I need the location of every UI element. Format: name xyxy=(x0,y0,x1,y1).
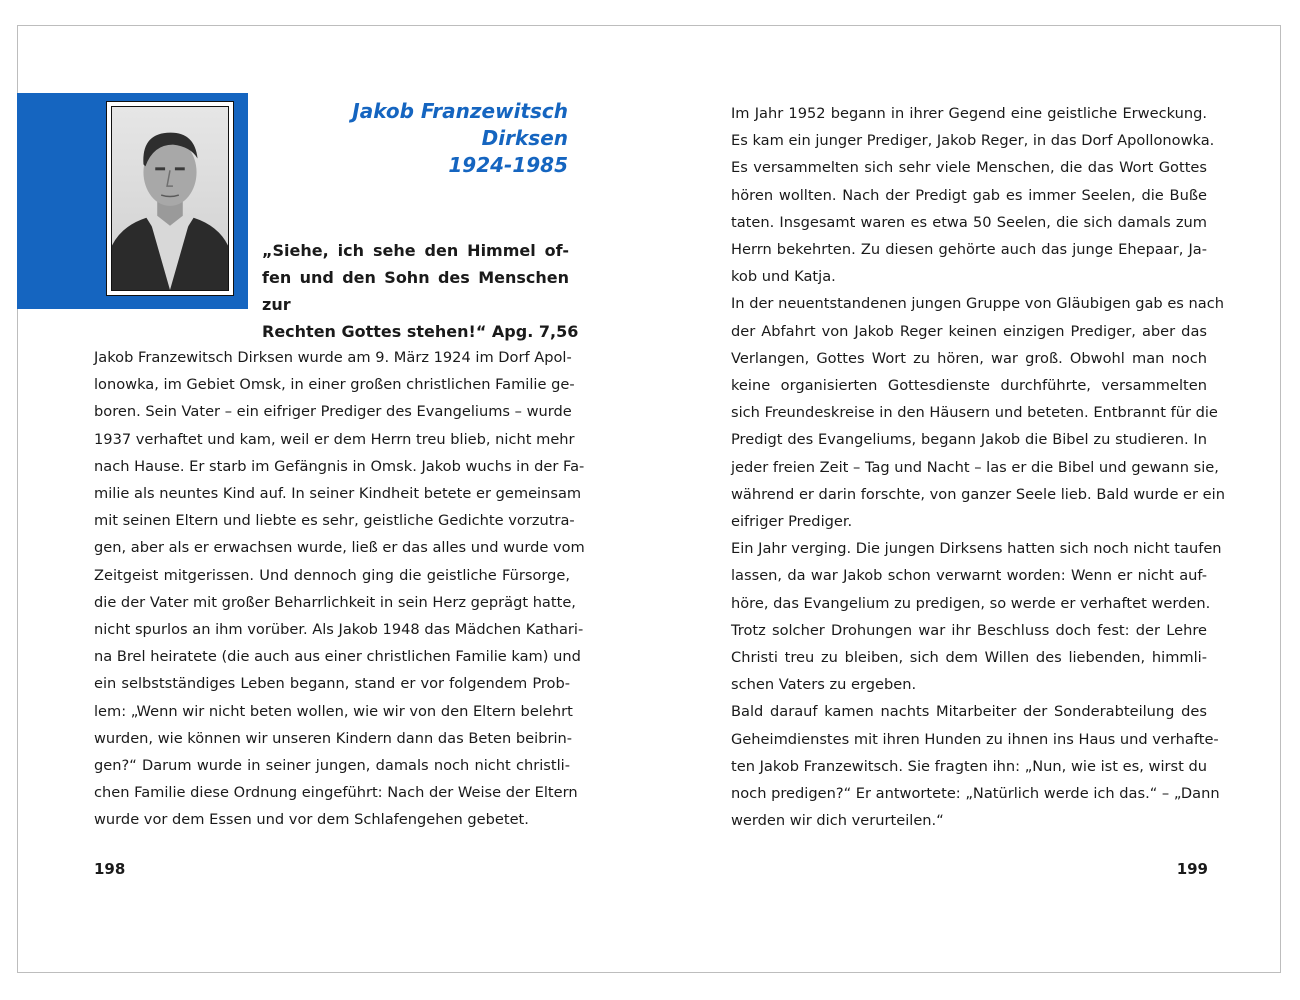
text-line: Jakob Franzewitsch Dirksen wurde am 9. März 1924 im Dorf Apol- xyxy=(94,349,572,366)
text-line: schen Vaters zu ergeben. xyxy=(731,676,917,694)
text-line: Herrn bekehrten. Zu diesen gehörte auch das junge Ehepaar, Ja- xyxy=(731,241,1207,259)
text-line: werden wir dich verurteilen.“ xyxy=(731,812,944,830)
text-line: höre, das Evangelium zu predigen, so werde er verhaftet werden. xyxy=(731,594,1211,612)
bible-quote xyxy=(262,237,579,345)
text-line: Es versammelten sich sehr viele Menschen, die das Wort Gottes xyxy=(731,159,1207,177)
text-line: Ein Jahr verging. Die jungen Dirksens hatten sich noch nicht taufen xyxy=(731,540,1222,558)
text-line: ten Jakob Franzewitsch. Sie fragten ihn: „Nun, wie ist es, wirst du xyxy=(731,757,1207,775)
text-line: wurde vor dem Essen und vor dem Schlafengehen gebetet. xyxy=(94,811,529,829)
quote-line: fen und den Sohn des Menschen zur xyxy=(262,268,569,314)
text-line: Trotz solcher Drohungen war ihr Beschluss doch fest: der Lehre xyxy=(731,621,1207,639)
quote-line: Rechten Gottes stehen!“ Apg. 7,56 xyxy=(262,322,579,341)
text-line: Es kam ein junger Prediger, Jakob Reger, in das Dorf Apollonowka. xyxy=(731,132,1215,150)
text-line: gen?“ Darum wurde in seiner jungen, damals noch nicht christli- xyxy=(94,757,570,775)
text-line: boren. Sein Vater – ein eifriger Prediger des Evangeliums – wurde xyxy=(94,403,572,421)
text-line: der Abfahrt von Jakob Reger keinen einzigen Prediger, aber das xyxy=(731,322,1207,340)
page-number-left: 198 xyxy=(94,860,126,878)
text-line: lem: „Wenn wir nicht beten wollen, wie wir von den Eltern belehrt xyxy=(94,702,573,720)
text-line: chen Familie diese Ordnung eingeführt: Nach der Weise der Eltern xyxy=(94,784,578,802)
text-line: Predigt des Evangeliums, begann Jakob die Bibel zu studieren. In xyxy=(731,431,1207,449)
quote-line: „Siehe, ich sehe den Himmel of- xyxy=(262,241,569,260)
text-line: mit seinen Eltern und liebte es sehr, geistliche Gedichte vorzutra- xyxy=(94,512,575,530)
text-line: gen, aber als er erwachsen wurde, ließ er das alles und wurde vom xyxy=(94,539,585,557)
left-page-body-text xyxy=(94,344,585,834)
text-line: Verlangen, Gottes Wort zu hören, war groß. Obwohl man noch xyxy=(731,349,1207,367)
text-line: nicht spurlos an ihm vorüber. Als Jakob 1948 das Mädchen Kathari- xyxy=(94,621,584,639)
text-line: In der neuentstandenen jungen Gruppe von Gläubigen gab es nach xyxy=(731,295,1225,313)
text-line: Im Jahr 1952 begann in ihrer Gegend eine geistliche Erweckung. xyxy=(731,105,1207,122)
right-page-body-text xyxy=(731,100,1225,834)
text-line: sich Freundeskreise in den Häusern und beteten. Entbrannt für die xyxy=(731,404,1218,422)
text-line: 1937 verhaftet und kam, weil er dem Herrn treu blieb, nicht mehr xyxy=(94,430,575,448)
text-line: jeder freien Zeit – Tag und Nacht – las er die Bibel und gewann sie, xyxy=(731,458,1219,476)
text-line: eifriger Prediger. xyxy=(731,513,853,531)
life-years: 1924-1985 xyxy=(448,153,568,177)
text-line: milie als neuntes Kind auf. In seiner Kindheit betete er gemeinsam xyxy=(94,485,582,503)
text-line: ein selbstständiges Leben begann, stand er vor folgendem Prob- xyxy=(94,675,570,693)
person-name-line-1: Jakob Franzewitsch xyxy=(352,99,568,123)
text-line: wurden, wie können wir unseren Kindern dann das Beten beibrin- xyxy=(94,729,573,747)
page-number-right: 199 xyxy=(1176,860,1208,878)
text-line: während er darin forschte, von ganzer Seele lieb. Bald wurde er ein xyxy=(731,485,1225,503)
text-line: lonowka, im Gebiet Omsk, in einer großen christlichen Familie ge- xyxy=(94,376,575,394)
text-line: die der Vater mit großer Beharrlichkeit in sein Herz geprägt hatte, xyxy=(94,593,576,611)
person-name-line-2: Dirksen xyxy=(481,126,568,150)
text-line: nach Hause. Er starb im Gefängnis in Omsk. Jakob wuchs in der Fa- xyxy=(94,457,585,475)
text-line: noch predigen?“ Er antwortete: „Natürlich werde ich das.“ – „Dann xyxy=(731,785,1220,803)
portrait-photo xyxy=(106,101,234,296)
text-line: taten. Insgesamt waren es etwa 50 Seelen, die sich damals zum xyxy=(731,213,1207,231)
text-line: keine organisierten Gottesdienste durchführte, versammelten xyxy=(731,377,1207,395)
portrait-image xyxy=(111,106,229,291)
text-line: Zeitgeist mitgerissen. Und dennoch ging die geistliche Fürsorge, xyxy=(94,566,570,584)
text-line: Geheimdienstes mit ihren Hunden zu ihnen ins Haus und verhafte- xyxy=(731,730,1219,748)
text-line: kob und Katja. xyxy=(731,268,836,286)
text-line: Christi treu zu bleiben, sich dem Willen des liebenden, himmli- xyxy=(731,649,1207,667)
biography-title xyxy=(330,98,568,179)
text-line: na Brel heiratete (die auch aus einer christlichen Familie kam) und xyxy=(94,648,581,666)
text-line: Bald darauf kamen nachts Mitarbeiter der Sonderabteilung des xyxy=(731,703,1207,721)
text-line: hören wollten. Nach der Predigt gab es immer Seelen, die Buße xyxy=(731,186,1207,204)
text-line: lassen, da war Jakob schon verwarnt worden: Wenn er nicht auf- xyxy=(731,567,1207,585)
